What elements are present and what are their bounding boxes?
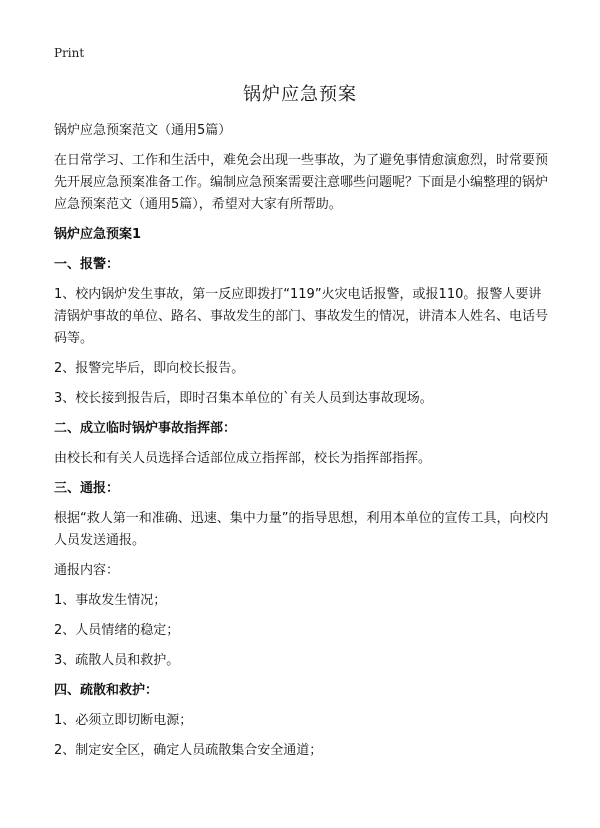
paragraph-notice: 根据“救人第一和准确、迅速、集中力量”的指导思想，利用本单位的宣传工具，向校内人员发送通报。 <box>54 511 549 548</box>
document-body <box>54 120 554 770</box>
paragraph-alarm-3: 3、校长接到报告后，即时召集本单位的`有关人员到达事故现场。 <box>54 391 433 406</box>
intro-paragraph: 在日常学习、工作和生活中，难免会出现一些事故，为了避免事情愈演愈烈，时常要预先开展应急预案准备工作。编制应急预案需要注意哪些问题呢？下面是小编整理的锅炉应急预案范文（通用5篇），希望对大家有所帮助。 <box>54 153 549 212</box>
section-title: 锅炉应急预案1 <box>54 227 142 242</box>
paragraph-notice-item-3: 3、疏散人员和救护。 <box>54 653 180 668</box>
paragraph-command-post: 由校长和有关人员选择合适部位成立指挥部，校长为指挥部指挥。 <box>54 451 432 466</box>
paragraph-evacuation-1: 1、必须立即切断电源； <box>54 713 193 728</box>
paragraph-evacuation-2: 2、制定安全区，确定人员疏散集合安全通道； <box>54 743 323 758</box>
heading-notice: 三、通报： <box>54 481 120 496</box>
document-title: 锅炉应急预案 <box>243 84 357 105</box>
heading-evacuation: 四、疏散和救护： <box>54 683 159 698</box>
document-subtitle: 锅炉应急预案范文（通用5篇） <box>54 123 232 138</box>
paragraph-alarm-2: 2、报警完毕后，即向校长报告。 <box>54 361 245 376</box>
heading-command-post: 二、成立临时锅炉事故指挥部： <box>54 421 237 436</box>
print-link[interactable]: Print <box>54 46 85 60</box>
paragraph-notice-item-1: 1、事故发生情况； <box>54 593 167 608</box>
heading-alarm: 一、报警： <box>54 257 120 272</box>
paragraph-notice-item-2: 2、人员情绪的稳定； <box>54 623 180 638</box>
paragraph-notice-content-label: 通报内容： <box>54 563 120 578</box>
paragraph-alarm-1: 1、校内锅炉发生事故，第一反应即拨打“119”火灾电话报警，或报110。报警人要讲清锅炉事故的单位、路名、事故发生的部门、事故发生的情况，讲清本人姓名、电话号码等。 <box>54 287 549 346</box>
